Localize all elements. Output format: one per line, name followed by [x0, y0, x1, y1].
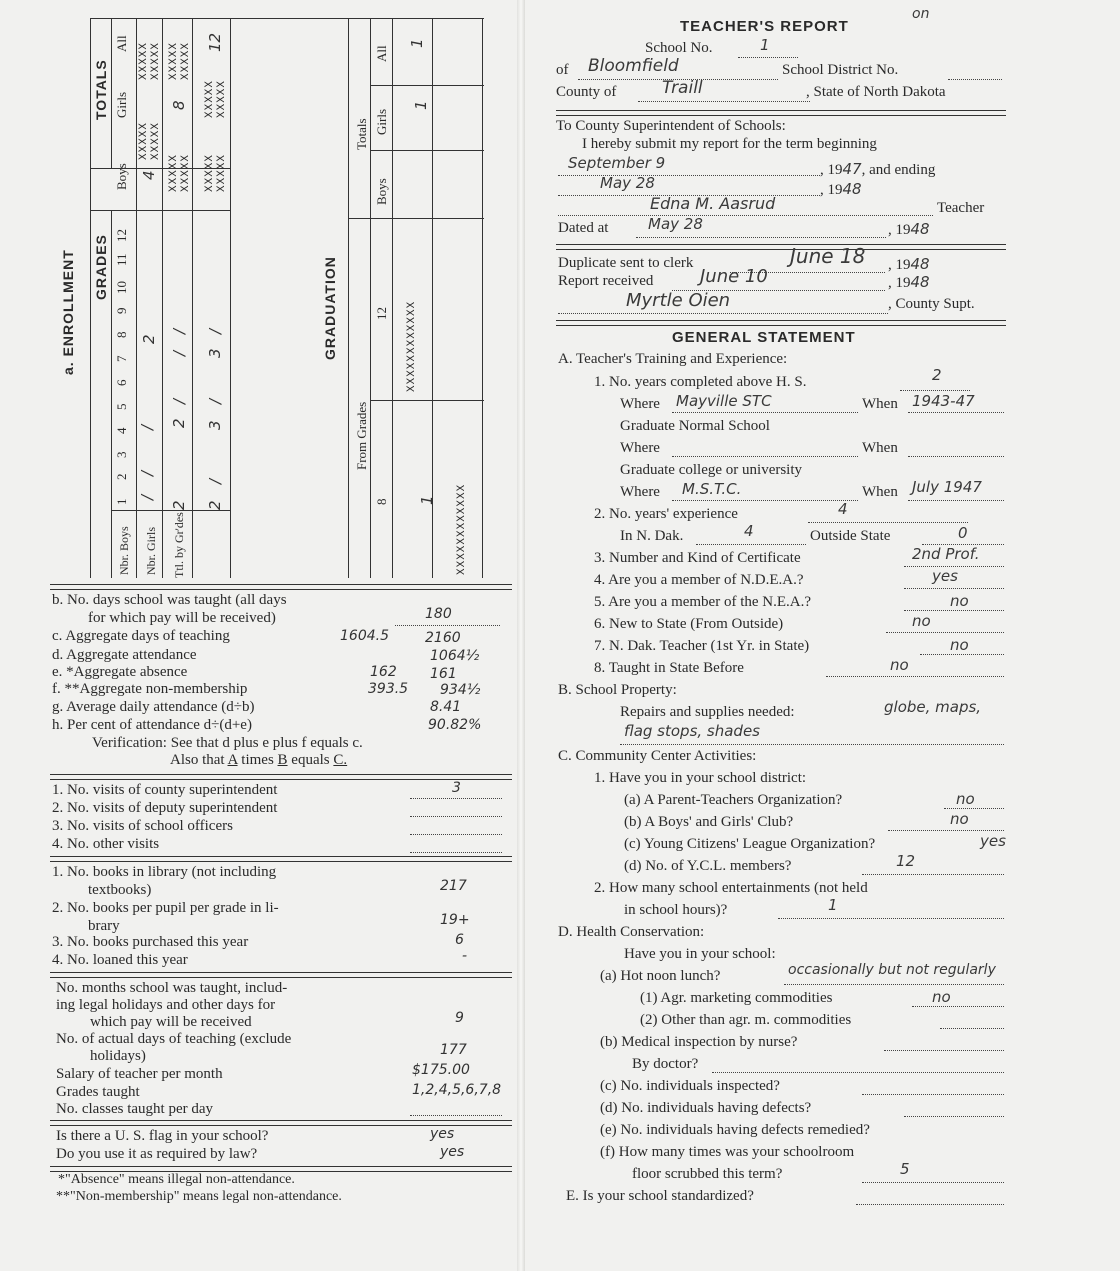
a1-value: 2: [932, 366, 942, 384]
grad-col-8: 8: [374, 498, 389, 505]
f-alt-value: 393.5: [368, 681, 409, 697]
boys-g3: /: [138, 424, 156, 430]
h-label: h. Per cent of attendance d÷(d+e): [52, 717, 252, 733]
duplicate-year: 48: [910, 255, 930, 273]
teacher-line: [558, 214, 933, 216]
library-2-value: 19+: [440, 912, 470, 928]
a4-line: [904, 587, 1004, 589]
xfill: XXXXX: [204, 79, 216, 118]
a4-value: yes: [932, 567, 958, 585]
totals-all: 12: [206, 32, 224, 52]
totals-header: TOTALS: [93, 59, 109, 120]
cb-value: no: [950, 810, 969, 828]
grad-girls-value: 1: [412, 100, 430, 110]
xfill: XXXXX: [204, 153, 216, 192]
ca-label: (a) A Parent-Teachers Organization?: [624, 792, 843, 808]
cc-value: yes: [980, 832, 1006, 850]
enrollment-top-rule: [90, 18, 484, 19]
grad-8-value: 1: [418, 495, 436, 505]
double-rule: [556, 244, 1006, 250]
db-label: (b) Medical inspection by nurse?: [600, 1034, 798, 1050]
library-1-label2: textbooks): [88, 882, 152, 898]
a8-line: [826, 675, 1004, 677]
b1-value: globe, maps,: [884, 698, 982, 716]
da1-label: (1) Agr. marketing commodities: [640, 990, 833, 1006]
verification-1: Verification: See that d plus e plus f equals c.: [92, 735, 363, 751]
xfill: XXXXX: [138, 41, 150, 80]
double-rule: [50, 972, 512, 978]
totals-g8: /: [206, 328, 224, 334]
girls-total: 8: [170, 100, 188, 110]
a5-value: no: [950, 592, 969, 610]
end-year: 48: [842, 180, 862, 198]
actual-days-label2: holidays): [90, 1048, 146, 1064]
when3-label: When: [862, 484, 898, 500]
c-value: 2160: [425, 630, 461, 646]
grad-x-row: XXXXXXXXXXXX: [456, 483, 468, 575]
cb-line: [888, 829, 1004, 831]
school-no-line: [738, 56, 798, 58]
school-no-label: School No.: [645, 40, 713, 56]
totals-g5: /: [206, 398, 224, 404]
b-label: b. No. days school was taught (all days: [52, 592, 287, 608]
grade-col-1: 1: [114, 498, 129, 505]
received-year: 48: [910, 273, 930, 291]
boys-total: 4: [140, 170, 158, 180]
from-grades-label: From Grades: [354, 401, 369, 470]
double-rule: [50, 774, 512, 780]
ndak-label: In N. Dak.: [620, 528, 684, 544]
row-rule: [162, 18, 163, 578]
graduation-title: GRADUATION: [322, 256, 338, 360]
where3-label: Where: [620, 484, 660, 500]
grad-rule: [432, 18, 433, 578]
g-value: 8.41: [430, 699, 462, 715]
grad-rule: [348, 18, 349, 578]
label-divider: [111, 510, 230, 511]
section-e: E. Is your school standardized?: [566, 1188, 754, 1204]
months-label: No. months school was taught, includ-: [56, 980, 288, 996]
totals-col-boys: Boys: [114, 163, 129, 190]
xfill: XXXXX: [180, 41, 192, 80]
visits-1-value: 3: [452, 780, 461, 796]
db2-line: [712, 1071, 1004, 1073]
when2-line: [908, 455, 1004, 457]
dc-label: (c) No. individuals inspected?: [600, 1078, 780, 1094]
when1-line: [908, 411, 1004, 413]
e-line: [856, 1203, 1004, 1205]
da1-value: no: [932, 988, 951, 1006]
c-alt-value: 1604.5: [340, 628, 389, 644]
supt-label: , County Supt.: [888, 296, 975, 312]
row-rule: [136, 18, 137, 578]
da-value: occasionally but not regularly: [788, 962, 996, 978]
cc-label: (c) Young Citizens' League Organization?: [624, 836, 876, 852]
where2-label: Where: [620, 440, 660, 456]
months-value: 9: [455, 1010, 464, 1026]
months-label3: which pay will be received: [90, 1014, 252, 1030]
grade-col-11: 11: [114, 253, 129, 266]
a4-label: 4. Are you a member of N.D.E.A.?: [594, 572, 804, 588]
double-rule: [50, 584, 512, 590]
da2-line: [940, 1027, 1004, 1029]
grade-col-12: 12: [114, 229, 129, 242]
visits-line: [410, 815, 502, 817]
girls-g8: /: [170, 328, 188, 334]
grades-header: GRADES: [93, 234, 109, 300]
a8-label: 8. Taught in State Before: [594, 660, 744, 676]
footnote-absence: *"Absence" means illegal non-attendance.: [58, 1172, 295, 1187]
db2-label: By doctor?: [632, 1056, 699, 1072]
girls-g5: /: [170, 398, 188, 404]
enrollment-title: a. ENROLLMENT: [60, 249, 76, 375]
totals-g2: /: [206, 478, 224, 484]
xfill: XXXXX: [168, 153, 180, 192]
grad-divider: [370, 400, 484, 401]
begin-line: [558, 174, 820, 176]
when3-line: [908, 499, 1004, 501]
girls-g7: /: [170, 350, 188, 356]
visits-3-label: 3. No. visits of school officers: [52, 818, 233, 834]
c-label: c. Aggregate days of teaching: [52, 628, 230, 644]
state-label: , State of North Dakota: [806, 84, 946, 100]
where2-line: [672, 455, 858, 457]
grad-col-boys: Boys: [374, 178, 389, 205]
grade-col-7: 7: [114, 355, 129, 362]
xfill: XXXXX: [138, 121, 150, 160]
where1-label: Where: [620, 396, 660, 412]
e-value: 161: [430, 666, 457, 682]
a6-line: [886, 631, 1004, 633]
de-label: (e) No. individuals having defects remedied?: [600, 1122, 870, 1138]
duplicate-label: Duplicate sent to clerk: [558, 255, 694, 271]
received-year-label: , 1948: [888, 273, 930, 291]
school-name: Bloomfield: [588, 56, 679, 76]
district-line: [948, 78, 1002, 80]
cd-line: [862, 873, 1004, 875]
where3-line: [672, 499, 858, 501]
classes-label: No. classes taught per day: [56, 1101, 214, 1117]
c2-line: [778, 917, 1004, 919]
dated-at: May 28: [648, 215, 703, 233]
h-value: 90.82%: [428, 717, 482, 733]
flag-q2: Do you use it as required by law?: [56, 1146, 258, 1162]
grad-college-label: Graduate college or university: [620, 462, 803, 478]
library-4-value: -: [462, 948, 468, 964]
when1-label: When: [862, 396, 898, 412]
c2-label: 2. How many school entertainments (not held: [594, 880, 868, 896]
totals-col-all: All: [114, 35, 129, 52]
county-name: Traill: [662, 78, 703, 98]
library-2-label: 2. No. books per pupil per grade in li-: [52, 900, 279, 916]
b-label2: for which pay will be received): [88, 610, 276, 626]
where1-value: Mayville STC: [676, 392, 772, 410]
report-title: TEACHER'S REPORT: [680, 18, 849, 35]
a2-label: 2. No. years' experience: [594, 506, 738, 522]
begin-year-label: , 1947, and ending: [820, 160, 936, 178]
grad-divider: [348, 218, 484, 219]
e-alt-value: 162: [370, 664, 397, 680]
begin-date: September 9: [568, 154, 666, 172]
grad-divider: [370, 150, 484, 151]
page-fold: [517, 0, 525, 1271]
grade-col-5: 5: [114, 403, 129, 410]
a2-line: [808, 521, 968, 523]
row-label-girls: Nbr. Girls: [144, 527, 158, 575]
xfill: XXXXX: [216, 79, 228, 118]
d0-label: Have you in your school:: [624, 946, 776, 962]
actual-days-label: No. of actual days of teaching (exclude: [56, 1031, 292, 1047]
district-label: School District No.: [782, 62, 899, 78]
library-3-value: 6: [455, 932, 464, 948]
d-value: 1064½: [430, 648, 480, 664]
to-supt: To County Superintendent of Schools:: [556, 118, 786, 134]
dated-year-label: , 1948: [888, 220, 930, 238]
b-value: 180: [425, 606, 452, 622]
classes-line: [410, 1114, 502, 1116]
visits-4-label: 4. No. other visits: [52, 836, 160, 852]
c2-label2: in school hours)?: [624, 902, 728, 918]
da-label: (a) Hot noon lunch?: [600, 968, 721, 984]
a8-value: no: [890, 656, 909, 674]
flag-a1: yes: [430, 1126, 455, 1142]
a6-label: 6. New to State (From Outside): [594, 616, 784, 632]
row-label-boys: Nbr. Boys: [117, 526, 131, 575]
dc-line: [862, 1093, 1004, 1095]
grade-col-4: 4: [114, 427, 129, 434]
library-4-label: 4. No. loaned this year: [52, 952, 188, 968]
ndak-line: [696, 543, 806, 545]
a3-value: 2nd Prof.: [912, 545, 980, 563]
g-label: g. Average daily attendance (d÷b): [52, 699, 255, 715]
dd-line: [904, 1115, 1004, 1117]
when2-label: When: [862, 440, 898, 456]
corner-note: on: [912, 6, 930, 22]
section-c: C. Community Center Activities:: [558, 748, 757, 764]
grad-totals-label: Totals: [354, 118, 369, 150]
grade-col-9: 9: [114, 307, 129, 314]
a3-label: 3. Number and Kind of Certificate: [594, 550, 801, 566]
library-1-label: 1. No. books in library (not including: [52, 864, 277, 880]
double-rule: [556, 110, 1006, 116]
section-b: B. School Property:: [558, 682, 677, 698]
end-date: May 28: [600, 174, 655, 192]
where1-line: [672, 411, 858, 413]
grad-col-12: 12: [374, 307, 389, 320]
a2-value: 4: [838, 500, 848, 518]
grad-col-girls: Girls: [374, 109, 389, 135]
xfill: XXXXX: [150, 121, 162, 160]
end-year-label: , 1948: [820, 180, 862, 198]
cd-label: (d) No. of Y.C.L. members?: [624, 858, 792, 874]
grad-x-row: XXXXXXXXXXXX: [406, 300, 418, 392]
xfill: XXXXX: [180, 153, 192, 192]
a1-label: 1. No. years completed above H. S.: [594, 374, 807, 390]
grade-col-rule: [111, 210, 112, 578]
row-rule: [230, 18, 231, 578]
a1-line: [900, 389, 970, 391]
double-rule: [556, 320, 1006, 326]
b1-value2: flag stops, shades: [624, 722, 760, 740]
dated-line: [636, 236, 886, 238]
a7-value: no: [950, 636, 969, 654]
dated-year: 48: [910, 220, 930, 238]
da-line: [784, 983, 1004, 985]
outside-label: Outside State: [810, 528, 891, 544]
grad-col-all: All: [374, 45, 389, 62]
c1-label: 1. Have you in your school district:: [594, 770, 807, 786]
submit-line: I hereby submit my report for the term beginning: [582, 136, 877, 152]
duplicate-date: June 18: [790, 244, 866, 268]
of-label: of: [556, 62, 569, 78]
a5-label: 5. Are you a member of the N.E.A.?: [594, 594, 812, 610]
dd-label: (d) No. individuals having defects?: [600, 1100, 812, 1116]
general-title: GENERAL STATEMENT: [672, 329, 856, 346]
supt-name: Myrtle Oien: [626, 290, 731, 311]
girls-g3: 2: [170, 418, 188, 428]
dated-label: Dated at: [558, 220, 609, 236]
library-2-label2: brary: [88, 918, 120, 934]
row-rule: [192, 18, 193, 578]
b1-label: Repairs and supplies needed:: [620, 704, 795, 720]
duplicate-year-label: , 1948: [888, 255, 930, 273]
c2-value: 1: [828, 896, 838, 914]
grade-col-8: 8: [114, 331, 129, 338]
months-label2: ing legal holidays and other days for: [56, 997, 276, 1013]
ca-value: no: [956, 790, 975, 808]
df-label: (f) How many times was your schoolroom: [600, 1144, 855, 1160]
ndak-value: 4: [744, 522, 754, 540]
da1-line: [912, 1005, 1004, 1007]
b1-line: [620, 743, 1004, 745]
visits-line: [410, 797, 502, 799]
cd-value: 12: [896, 852, 916, 870]
df-label2: floor scrubbed this term?: [632, 1166, 783, 1182]
library-1-value: 217: [440, 878, 467, 894]
outside-value: 0: [958, 524, 968, 542]
grad-all-value: 1: [408, 38, 426, 48]
visits-line: [410, 833, 502, 835]
totals-g7: 3: [206, 348, 224, 358]
grad-rule: [392, 18, 393, 578]
grade-col-2: 2: [114, 473, 129, 480]
df-line: [862, 1181, 1004, 1183]
teacher-label: Teacher: [937, 200, 985, 216]
a7-label: 7. N. Dak. Teacher (1st Yr. in State): [594, 638, 810, 654]
totals-col-rule: [111, 18, 112, 168]
grad-rule: [370, 18, 371, 578]
when1-value: 1943-47: [912, 392, 975, 410]
cb-label: (b) A Boys' and Girls' Club?: [624, 814, 794, 830]
girls-g1: 2: [170, 500, 188, 510]
verification-2: Also that A times B equals C.: [170, 752, 348, 768]
section-d: D. Health Conservation:: [558, 924, 705, 940]
flag-q1: Is there a U. S. flag in your school?: [56, 1128, 269, 1144]
db-line: [884, 1049, 1004, 1051]
footnote-nonmembership: **"Non-membership" means legal non-attendance.: [56, 1189, 342, 1204]
boys-g2: /: [138, 470, 156, 476]
df-value: 5: [900, 1160, 910, 1178]
received-label: Report received: [558, 273, 654, 289]
totals-g3: 3: [206, 420, 224, 430]
double-rule: [50, 856, 512, 862]
totals-col-girls: Girls: [114, 92, 129, 118]
xfill: XXXXX: [150, 41, 162, 80]
library-3-label: 3. No. books purchased this year: [52, 934, 249, 950]
visits-2-label: 2. No. visits of deputy superintendent: [52, 800, 278, 816]
flag-a2: yes: [440, 1144, 465, 1160]
salary-label: Salary of teacher per month: [56, 1066, 223, 1082]
grades-taught-label: Grades taught: [56, 1084, 140, 1100]
b-line: [395, 624, 500, 626]
boys-g1: /: [138, 494, 156, 500]
totals-g1: 2: [206, 500, 224, 510]
county-line: [638, 100, 810, 102]
grades-divider: [90, 210, 230, 211]
school-no: 1: [760, 36, 770, 54]
actual-days-value: 177: [440, 1042, 467, 1058]
received-date: June 10: [700, 266, 768, 287]
supt-line: [558, 312, 888, 314]
section-a: A. Teacher's Training and Experience:: [558, 351, 788, 367]
grade-col-10: 10: [114, 281, 129, 294]
xfill: XXXXX: [168, 41, 180, 80]
grade-col-6: 6: [114, 379, 129, 386]
grad-divider: [370, 85, 484, 86]
county-label: County of: [556, 84, 617, 100]
begin-year: 47: [842, 160, 862, 178]
a6-value: no: [912, 612, 931, 630]
grade-col-3: 3: [114, 451, 129, 458]
boys-g7: 2: [140, 334, 158, 344]
teacher-name: Edna M. Aasrud: [650, 194, 776, 213]
where3-value: M.S.T.C.: [682, 480, 742, 498]
f-label: f. **Aggregate non-membership: [52, 681, 248, 697]
d-label: d. Aggregate attendance: [52, 647, 197, 663]
grades-taught-value: 1,2,4,5,6,7,8: [412, 1082, 502, 1098]
f-value: 934½: [440, 682, 481, 698]
row-label-totals: Ttl. by Gr'des: [172, 512, 186, 578]
visits-1-label: 1. No. visits of county superintendent: [52, 782, 278, 798]
grad-rule: [482, 18, 483, 578]
da2-label: (2) Other than agr. m. commodities: [640, 1012, 852, 1028]
visits-line: [410, 851, 502, 853]
xfill: XXXXX: [216, 153, 228, 192]
enrollment-left-rule: [90, 18, 91, 578]
when3-value: July 1947: [912, 478, 982, 496]
salary-value: $175.00: [412, 1062, 470, 1078]
grad-normal-label: Graduate Normal School: [620, 418, 770, 434]
e-label: e. *Aggregate absence: [52, 664, 188, 680]
